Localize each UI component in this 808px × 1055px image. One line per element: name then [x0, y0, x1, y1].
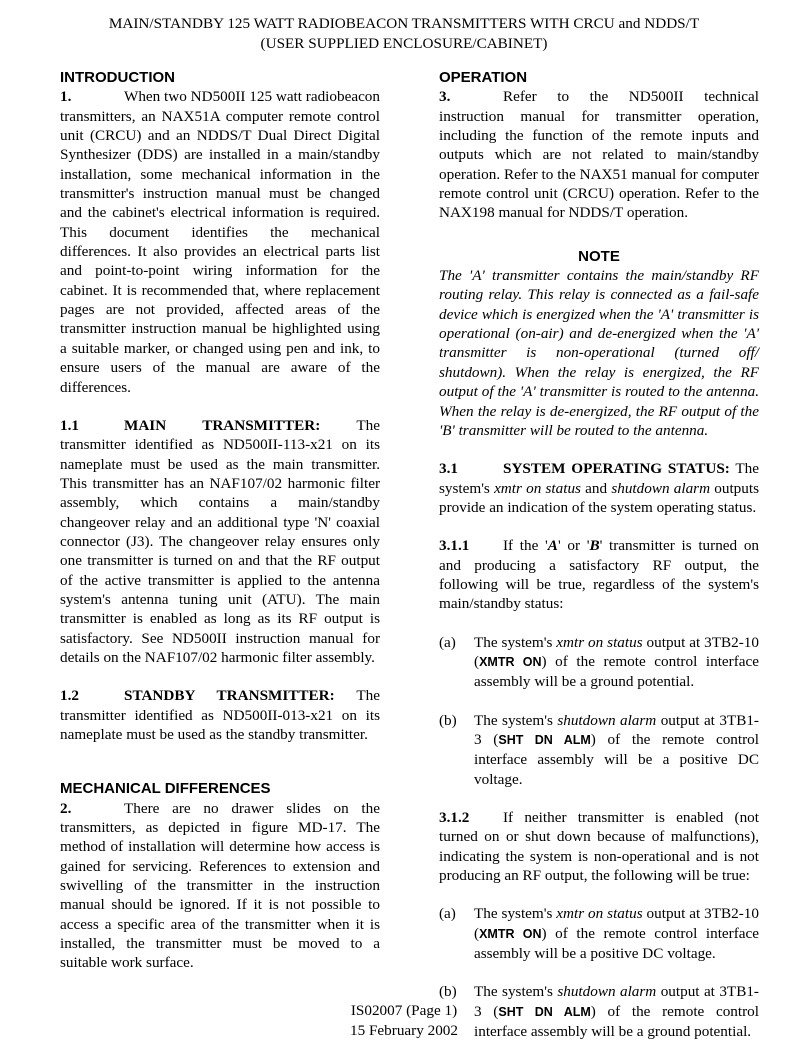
mechanical-differences-paragraph [60, 799, 380, 973]
paragraph-number: 3.1.2 [439, 809, 470, 826]
paragraph-text: When two ND500II 125 watt radiobeacon transmitters, an NAX51A computer remote control unit (CRCU) and an NDDS/T Dual Direct Digital Synthesizer (DDS) are installed in a main/standby installation, some mechanical information in the transmitter's instruction manual must be changed and the cabinet's electrical information is required. This document identifies the mechanical differences. It also provides an electrical parts list and point-to-point wiring information for the cabinet. It is recommended that, where replacement pages are not provided, affected areas of the transmitter instruction manual be highlighted using a suitable marker, or changed using pen and ink, to ensure users of the manual are aware of the differences. [60, 88, 380, 396]
paragraph-number: 1.1 [60, 416, 79, 434]
paragraph-number: 3.1 [439, 460, 458, 478]
operation-heading: OPERATION [439, 69, 528, 86]
introduction-paragraph [60, 87, 380, 397]
list-item: (a) The system's xmtr on status output at 3TB2-10 (XMTR ON) of the remote control interface assembly will be a ground potential. [439, 633, 760, 691]
paragraph-text: There are no drawer slides on the transmitters, as depicted in figure MD-17. The method of installation will determine how access is gained for servicing. References to extension and swivelling of the transmitter in the instruction manual should be ignored. If it is not possible to access a specific area of the transmitter when it is installed, the transmitter must be moved to a suitable work surface. [60, 799, 380, 972]
page-number: IS02007 (Page 1) [350, 1002, 458, 1019]
main-transmitter-paragraph [60, 416, 380, 667]
signal-label: XMTR ON [479, 654, 542, 669]
signal-label: SHT DN ALM [498, 1004, 591, 1019]
paragraph-number: 1. [60, 88, 72, 106]
paragraph-number: 3.1.1 [439, 537, 470, 555]
list-item: (b) The system's shutdown alarm output at 3TB1-3 (SHT DN ALM) of the remote control interface assembly will be a ground potential. [439, 983, 759, 1041]
right-column [439, 68, 759, 1041]
paragraph-title: SYSTEM OPERATING STATUS: [503, 460, 730, 478]
list-item: (b) The system's shutdown alarm output at 3TB1-3 (SHT DN ALM) of the remote control interface assembly will be a positive DC voltage. [439, 711, 759, 788]
paragraph-number: 2. [60, 799, 72, 817]
document-subtitle: (USER SUPPLIED ENCLOSURE/CABINET) [260, 35, 548, 52]
paragraph-text: Refer to the ND500II technical instruction manual for transmitter operation, including the function of the remote inputs and outputs which are not related to main/standby operation. Refer to the NAX51 manual for computer remote control unit (CRCU) operation. Refer to the NAX198 manual for NDDS/T operation. [439, 88, 759, 222]
signal-label: XMTR ON [479, 926, 542, 941]
paragraph-text: The transmitter identified as ND500II-013-x21 on its nameplate must be used as the standby transmitter. [60, 687, 380, 743]
paragraph-number: 3. [439, 88, 451, 106]
system-status-paragraph: 3.1 SYSTEM OPERATING STATUS: The system's xmtr on status and shutdown alarm outputs provide an indication of the system operating status. [439, 460, 759, 516]
paragraph-title: STANDBY TRANSMITTER: [124, 687, 335, 705]
list-item: (a) The system's xmtr on status output at 3TB2-10 (XMTR ON) of the remote control interface assembly will be a positive DC voltage. [439, 905, 760, 963]
mechanical-differences-heading: MECHANICAL DIFFERENCES [60, 780, 271, 798]
introduction-heading: INTRODUCTION [60, 69, 175, 86]
note-text: The 'A' transmitter contains the main/standby RF routing relay. This relay is connected as a fail-safe device which is energized when the 'A' transmitter is operational (on-air) and de-energized when the 'A' transmitter is non-operational (turned off/ shutdown). When the relay is energized, the RF output of the 'A' transmitter is routed to the antenna. When the relay is de-energized, the RF output of the 'B' transmitter will be routed to the antenna. [439, 267, 759, 439]
paragraph-3-1-1: 3.1.1 If the 'A' or 'B' transmitter is turned on and producing a satisfactory RF output, the following will be true, regardless of the system's main/standby status: [439, 537, 760, 613]
paragraph-title: MAIN TRANSMITTER: [124, 416, 321, 434]
paragraph-number: 1.2 [60, 687, 79, 705]
signal-label: SHT DN ALM [498, 732, 591, 747]
document-title: MAIN/STANDBY 125 WATT RADIOBEACON TRANSMITTERS WITH CRCU and NDDS/T [108, 15, 700, 32]
standby-transmitter-paragraph [60, 686, 380, 744]
document-date: 15 February 2002 [350, 1022, 458, 1039]
operation-paragraph [439, 87, 759, 222]
note-heading: NOTE [578, 247, 620, 265]
left-column [60, 68, 380, 973]
document-footer [0, 1001, 808, 1041]
paragraph-text: The transmitter identified as ND500II-113-x21 on its nameplate must be used as the main transmitter. This transmitter has an NAF107/02 harmonic filter assembly, which contains a main/standby changeover relay and an additional type 'N' coaxial connector (J3). The changeover relay ensures only one transmitter is turned on and that the RF output of the active transmitter is applied to the antenna system's antenna tuning unit (ATU). The main transmitter is enabled as long as its RF output is satisfactory. See ND500II instruction manual for details on the NAF107/02 harmonic filter assembly. [60, 416, 380, 666]
document-header [0, 14, 808, 54]
paragraph-3-1-2: 3.1.2 If neither transmitter is enabled (not turned on or shut down because of malfunctions), indicating the system is non-operational and is not producing an RF output, the following will be true: [439, 809, 759, 885]
